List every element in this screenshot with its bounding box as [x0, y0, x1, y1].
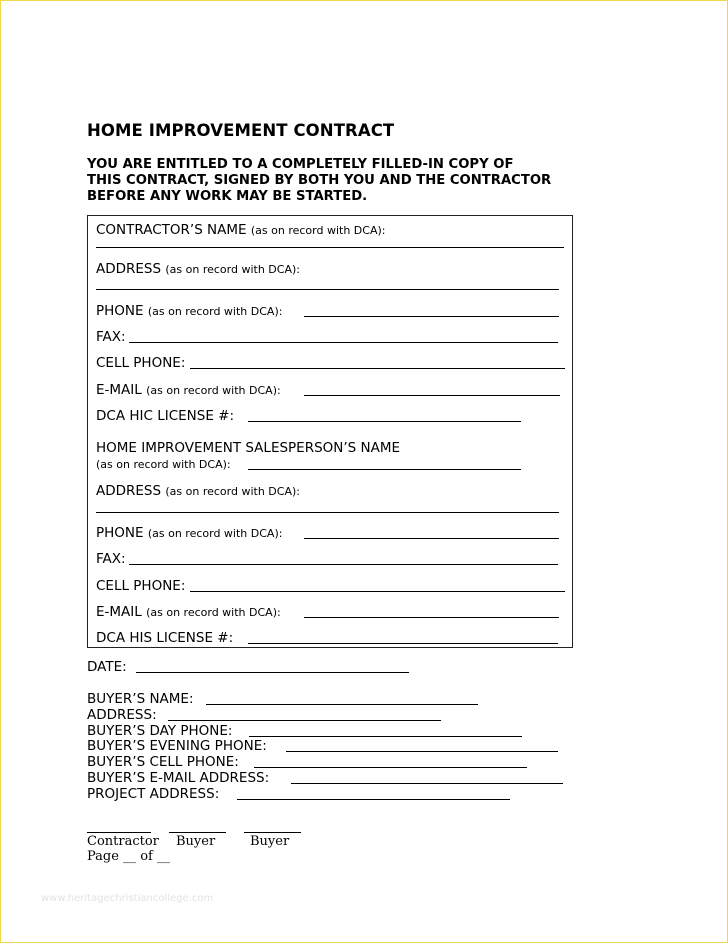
salesperson-name-note: (as on record with DCA):	[96, 458, 231, 471]
contractor-address-line[interactable]	[96, 289, 559, 290]
buyer2-signature-label: Buyer	[250, 834, 290, 849]
salesperson-license-label: DCA HIS LICENSE #:	[96, 630, 234, 646]
watermark-text: www.heritagechristiancollege.com	[41, 893, 214, 904]
contractor-email-line[interactable]	[304, 395, 560, 396]
buyer-name-field	[87, 691, 194, 707]
contractor-name-field	[96, 222, 385, 239]
buyer-name-line[interactable]	[206, 704, 478, 705]
contractor-phone-field	[96, 303, 282, 320]
contractor-email-label: E-MAIL	[96, 382, 142, 398]
buyer-day-phone-label: BUYER’S DAY PHONE:	[87, 723, 233, 739]
salesperson-phone-line[interactable]	[304, 538, 559, 539]
contractor-phone-label: PHONE	[96, 303, 144, 319]
contractor-initial-line[interactable]	[87, 832, 151, 833]
notice-line-1: YOU ARE ENTITLED TO A COMPLETELY FILLED-IN COPY OF	[87, 157, 514, 172]
contractor-license-label: DCA HIC LICENSE #:	[96, 408, 235, 424]
buyer-name-label: BUYER’S NAME:	[87, 691, 194, 707]
salesperson-name-field	[96, 440, 400, 456]
buyer-cell-phone-field	[87, 754, 239, 770]
salesperson-address-line[interactable]	[96, 512, 559, 513]
contractor-email-note: (as on record with DCA):	[146, 384, 281, 397]
contractor-phone-line[interactable]	[304, 316, 559, 317]
salesperson-license-field	[96, 630, 233, 646]
contractor-phone-note: (as on record with DCA):	[147, 305, 283, 318]
notice-line-3: BEFORE ANY WORK MAY BE STARTED.	[87, 189, 368, 204]
contractor-name-note: (as on record with DCA):	[250, 224, 386, 237]
buyer1-signature-label: Buyer	[176, 834, 216, 849]
salesperson-phone-label: PHONE	[96, 525, 144, 541]
salesperson-address-label: ADDRESS	[96, 483, 162, 499]
contractor-license-line[interactable]	[248, 421, 521, 422]
contractor-address-field	[96, 261, 300, 278]
buyer-day-phone-field	[87, 723, 232, 739]
contractor-address-label: ADDRESS	[96, 261, 162, 277]
contractor-cell-field	[96, 355, 185, 371]
notice-line-2: THIS CONTRACT, SIGNED BY BOTH YOU AND THE CONTRACTOR	[87, 173, 552, 188]
salesperson-fax-label: FAX:	[96, 551, 126, 567]
salesperson-email-line[interactable]	[304, 617, 559, 618]
notice-text	[87, 157, 627, 205]
salesperson-cell-field	[96, 578, 185, 594]
contractor-fax-label: FAX:	[96, 329, 126, 345]
contractor-license-field	[96, 408, 234, 424]
salesperson-phone-note: (as on record with DCA):	[147, 527, 283, 540]
project-address-field	[87, 786, 219, 802]
salesperson-name-note-field	[96, 457, 231, 473]
buyer-address-field	[87, 707, 157, 723]
page-number-text: Page __ of __	[87, 849, 170, 864]
salesperson-fax-line[interactable]	[129, 564, 558, 565]
salesperson-license-line[interactable]	[248, 643, 558, 644]
salesperson-name-line[interactable]	[248, 469, 521, 470]
contractor-name-line[interactable]	[96, 247, 564, 248]
salesperson-email-note: (as on record with DCA):	[146, 606, 281, 619]
buyer-evening-phone-label: BUYER’S EVENING PHONE:	[87, 738, 267, 754]
contractor-fax-line[interactable]	[129, 342, 558, 343]
salesperson-address-field	[96, 483, 300, 500]
buyer-address-line[interactable]	[168, 720, 441, 721]
buyer1-initial-line[interactable]	[169, 832, 226, 833]
contractor-fax-field	[96, 329, 126, 345]
buyer-email-label: BUYER’S E-MAIL ADDRESS:	[87, 770, 270, 786]
contractor-cell-label: CELL PHONE:	[96, 355, 186, 371]
salesperson-cell-label: CELL PHONE:	[96, 578, 186, 594]
contractor-email-field	[96, 382, 281, 399]
buyer-address-label: ADDRESS:	[87, 707, 157, 723]
contractor-signature-label: Contractor	[87, 834, 159, 849]
date-label: DATE:	[87, 659, 127, 675]
buyer-evening-phone-line[interactable]	[286, 751, 558, 752]
contractor-name-label: CONTRACTOR’S NAME	[96, 222, 247, 238]
project-address-line[interactable]	[237, 799, 510, 800]
salesperson-address-note: (as on record with DCA):	[165, 485, 300, 498]
date-line[interactable]	[136, 672, 409, 673]
buyer-cell-phone-label: BUYER’S CELL PHONE:	[87, 754, 239, 770]
salesperson-phone-field	[96, 525, 282, 542]
salesperson-email-label: E-MAIL	[96, 604, 142, 620]
salesperson-name-label: HOME IMPROVEMENT SALESPERSON’S NAME	[96, 440, 401, 456]
contractor-address-note: (as on record with DCA):	[165, 263, 300, 276]
salesperson-fax-field	[96, 551, 126, 567]
salesperson-email-field	[96, 604, 281, 621]
buyer-email-line[interactable]	[291, 783, 563, 784]
buyer-evening-phone-field	[87, 738, 267, 754]
buyer-day-phone-line[interactable]	[249, 736, 522, 737]
project-address-label: PROJECT ADDRESS:	[87, 786, 220, 802]
date-field	[87, 659, 127, 675]
buyer2-initial-line[interactable]	[244, 832, 301, 833]
salesperson-cell-line[interactable]	[190, 591, 565, 592]
contractor-cell-line[interactable]	[190, 368, 565, 369]
buyer-email-field	[87, 770, 269, 786]
contractor-info-box	[87, 215, 573, 648]
buyer-cell-phone-line[interactable]	[254, 767, 527, 768]
page-title: HOME IMPROVEMENT CONTRACT	[87, 121, 395, 140]
